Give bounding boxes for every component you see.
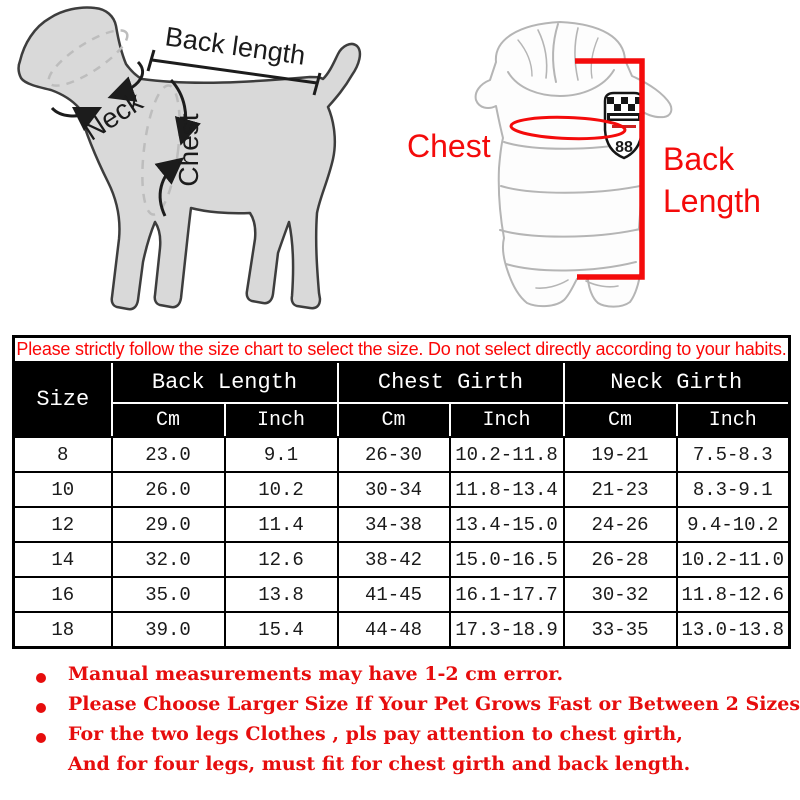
size-value: 12	[14, 507, 112, 542]
dog-measurement-diagram	[0, 0, 400, 330]
chest-label: Chest	[173, 113, 204, 187]
subheader-cm: Cm	[564, 403, 677, 437]
table-row	[14, 612, 790, 648]
size-chart-notice: Please strictly follow the size chart to select the size. Do not select directly according to your habits.	[14, 337, 790, 363]
size-chart-table	[12, 335, 790, 649]
size-value: 10	[14, 472, 112, 507]
cell-value: 11.4	[225, 507, 338, 542]
note-item	[28, 693, 800, 723]
cell-value: 10.2-11.8	[450, 437, 564, 472]
cell-value: 13.0-13.8	[677, 612, 790, 648]
subheader-cm: Cm	[338, 403, 450, 437]
cell-value: 11.8-13.4	[450, 472, 564, 507]
cell-value: 41-45	[338, 577, 450, 612]
note-item	[28, 663, 784, 693]
cell-value: 38-42	[338, 542, 450, 577]
cell-value: 32.0	[112, 542, 225, 577]
cell-value: 34-38	[338, 507, 450, 542]
subheader-inch: Inch	[677, 403, 790, 437]
cell-value: 16.1-17.7	[450, 577, 564, 612]
note-text: Please Choose Larger Size If Your Pet Grows Fast or Between 2 Sizes	[68, 693, 800, 715]
cell-value: 13.4-15.0	[450, 507, 564, 542]
cell-value: 15.0-16.5	[450, 542, 564, 577]
badge-patch-icon	[605, 93, 643, 158]
back-length-label: Back length	[163, 21, 308, 71]
size-value: 18	[14, 612, 112, 648]
garment-back-length-label: Back	[663, 141, 735, 177]
note-text: And for four legs, must fit for chest girth and back length.	[68, 753, 691, 775]
cell-value: 44-48	[338, 612, 450, 648]
bullet-icon	[36, 733, 46, 743]
size-value: 16	[14, 577, 112, 612]
badge-number: 88	[615, 139, 633, 156]
cell-value: 26-28	[564, 542, 677, 577]
cell-value: 21-23	[564, 472, 677, 507]
cell-value: 35.0	[112, 577, 225, 612]
bullet-icon	[36, 703, 46, 713]
note-text: Manual measurements may have 1-2 cm error.	[68, 663, 564, 685]
neck-label: Neck	[77, 85, 149, 147]
cell-value: 23.0	[112, 437, 225, 472]
cell-value: 15.4	[225, 612, 338, 648]
cell-value: 30-34	[338, 472, 450, 507]
cell-value: 26-30	[338, 437, 450, 472]
cell-value: 11.8-12.6	[677, 577, 790, 612]
cell-value: 10.2-11.0	[677, 542, 790, 577]
table-row	[14, 507, 790, 542]
garment-chest-label: Chest	[407, 128, 491, 164]
column-group-neck-girth: Neck Girth	[564, 362, 790, 403]
size-value: 8	[14, 437, 112, 472]
column-group-chest-girth: Chest Girth	[338, 362, 564, 403]
cell-value: 17.3-18.9	[450, 612, 564, 648]
subheader-inch: Inch	[450, 403, 564, 437]
cell-value: 33-35	[564, 612, 677, 648]
cell-value: 19-21	[564, 437, 677, 472]
table-row	[14, 472, 790, 507]
size-notes	[28, 663, 800, 783]
table-row	[14, 577, 790, 612]
note-text: For the two legs Clothes , pls pay attention to chest girth,	[68, 723, 683, 745]
garment-measurement-diagram	[400, 0, 800, 330]
cell-value: 26.0	[112, 472, 225, 507]
bullet-icon	[36, 673, 46, 683]
cell-value: 30-32	[564, 577, 677, 612]
cell-value: 9.4-10.2	[677, 507, 790, 542]
cell-value: 13.8	[225, 577, 338, 612]
column-group-back-length: Back Length	[112, 362, 338, 403]
cell-value: 10.2	[225, 472, 338, 507]
note-item	[28, 723, 784, 753]
table-row	[14, 437, 790, 472]
cell-value: 29.0	[112, 507, 225, 542]
table-row	[14, 542, 790, 577]
cell-value: 12.6	[225, 542, 338, 577]
cell-value: 7.5-8.3	[677, 437, 790, 472]
garment-back-length-label: Length	[663, 183, 761, 219]
cell-value: 9.1	[225, 437, 338, 472]
column-header-size: Size	[14, 362, 112, 437]
cell-value: 39.0	[112, 612, 225, 648]
cell-value: 24-26	[564, 507, 677, 542]
cell-value: 8.3-9.1	[677, 472, 790, 507]
subheader-cm: Cm	[112, 403, 225, 437]
note-item	[28, 753, 784, 783]
size-value: 14	[14, 542, 112, 577]
subheader-inch: Inch	[225, 403, 338, 437]
